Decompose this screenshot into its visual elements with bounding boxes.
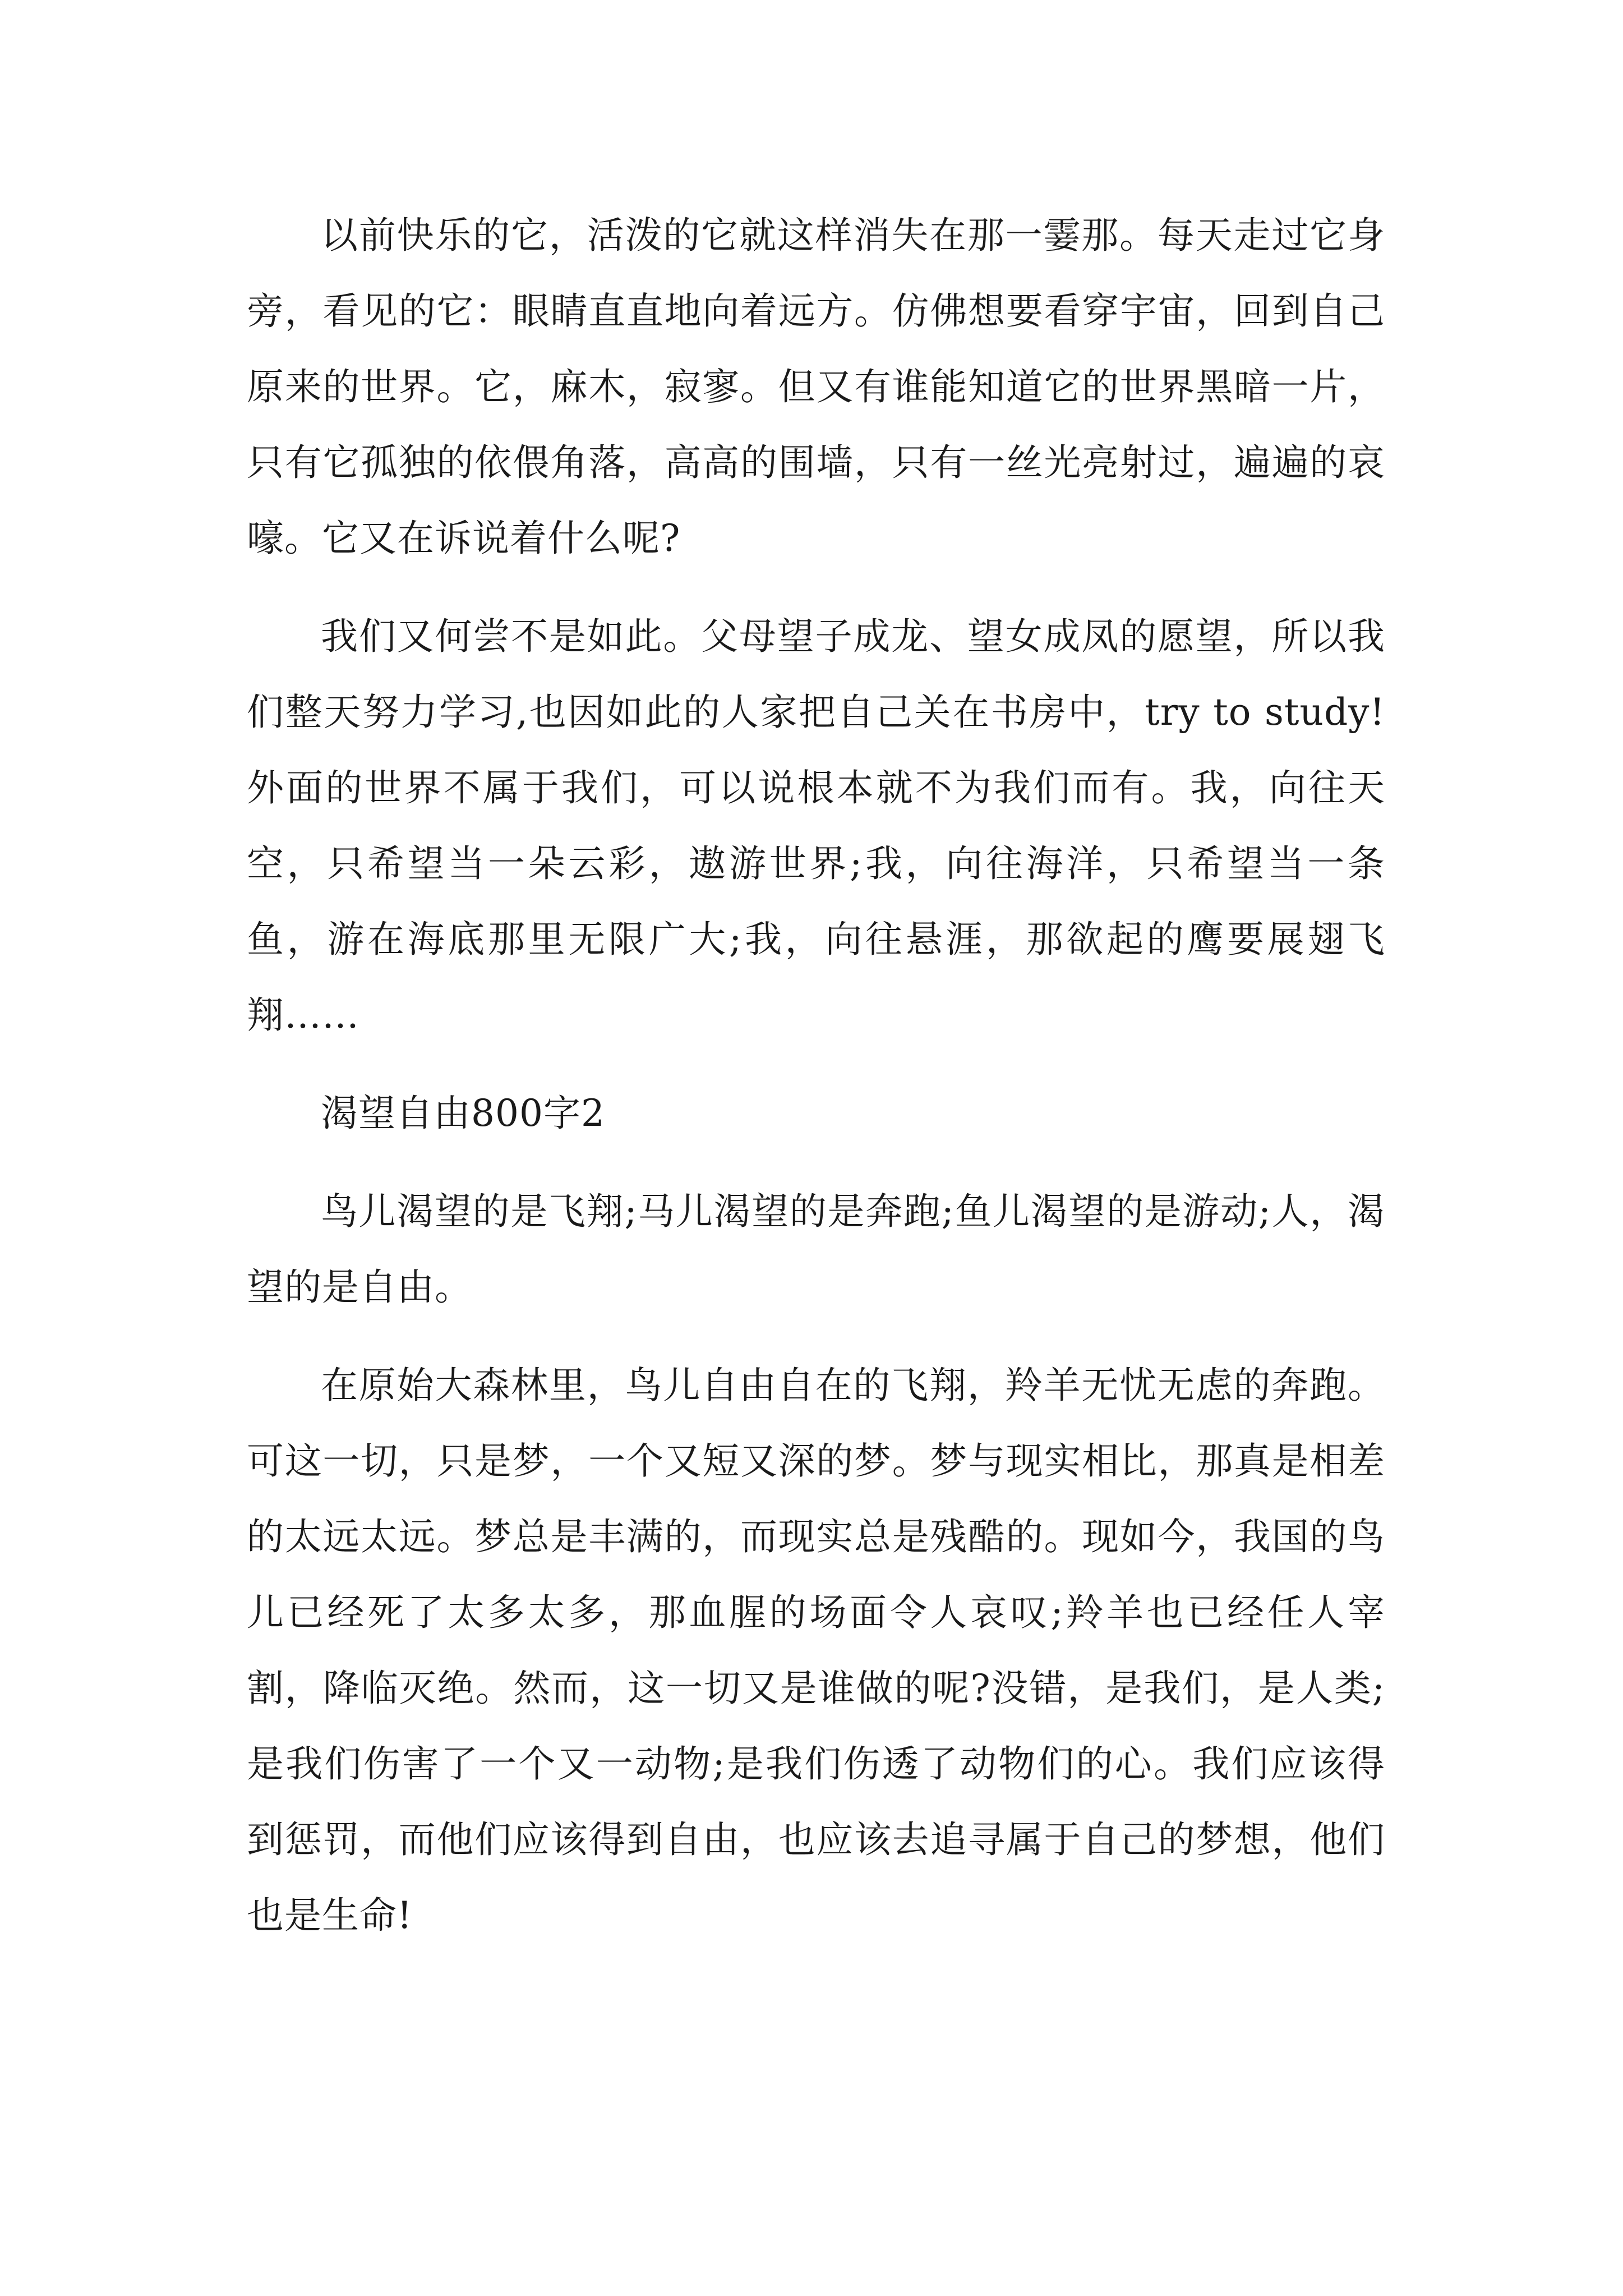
paragraph-4: 在原始大森林里，鸟儿自由自在的飞翔，羚羊无忧无虑的奔跑。可这一切，只是梦，一个又短又深的梦。梦与现实相比，那真是相差的太远太远。梦总是丰满的，而现实总是残酷的。现如今，我国的鸟儿已经死了太多太多，那血腥的场面令人哀叹;羚羊也已经任人宰割，降临灭绝。然而，这一切又是谁做的呢?没错，是我们，是人类;是我们伤害了一个又一动物;是我们伤透了动物们的心。我们应该得到惩罚，而他们应该得到自由，也应该去追寻属于自己的梦想，他们也是生命! — [247, 1364, 1385, 1937]
paragraph-1: 以前快乐的它，活泼的它就这样消失在那一霎那。每天走过它身旁，看见的它：眼睛直直地向着远方。仿佛想要看穿宇宙，回到自己原来的世界。它，麻木，寂寥。但又有谁能知道它的世界黑暗一片，只有它孤独的依偎角落，高高的围墙，只有一丝光亮射过，遍遍的哀嚎。它又在诉说着什么呢? — [247, 214, 1385, 560]
paragraph-2: 我们又何尝不是如此。父母望子成龙、望女成凤的愿望，所以我们整天努力学习,也因如此的人家把自己关在书房中，try to study!外面的世界不属于我们，可以说根本就不为我们而有。我，向往天空，只希望当一朵云彩，遨游世界;我，向往海洋，只希望当一条鱼，游在海底那里无限广大;我，向往悬涯，那欲起的鹰要展翅飞翔…… — [247, 615, 1385, 1037]
paragraph-3: 鸟儿渴望的是飞翔;马儿渴望的是奔跑;鱼儿渴望的是游动;人，渴望的是自由。 — [247, 1190, 1385, 1309]
section-heading: 渴望自由800字2 — [321, 1092, 605, 1135]
document-body — [247, 197, 1385, 1953]
